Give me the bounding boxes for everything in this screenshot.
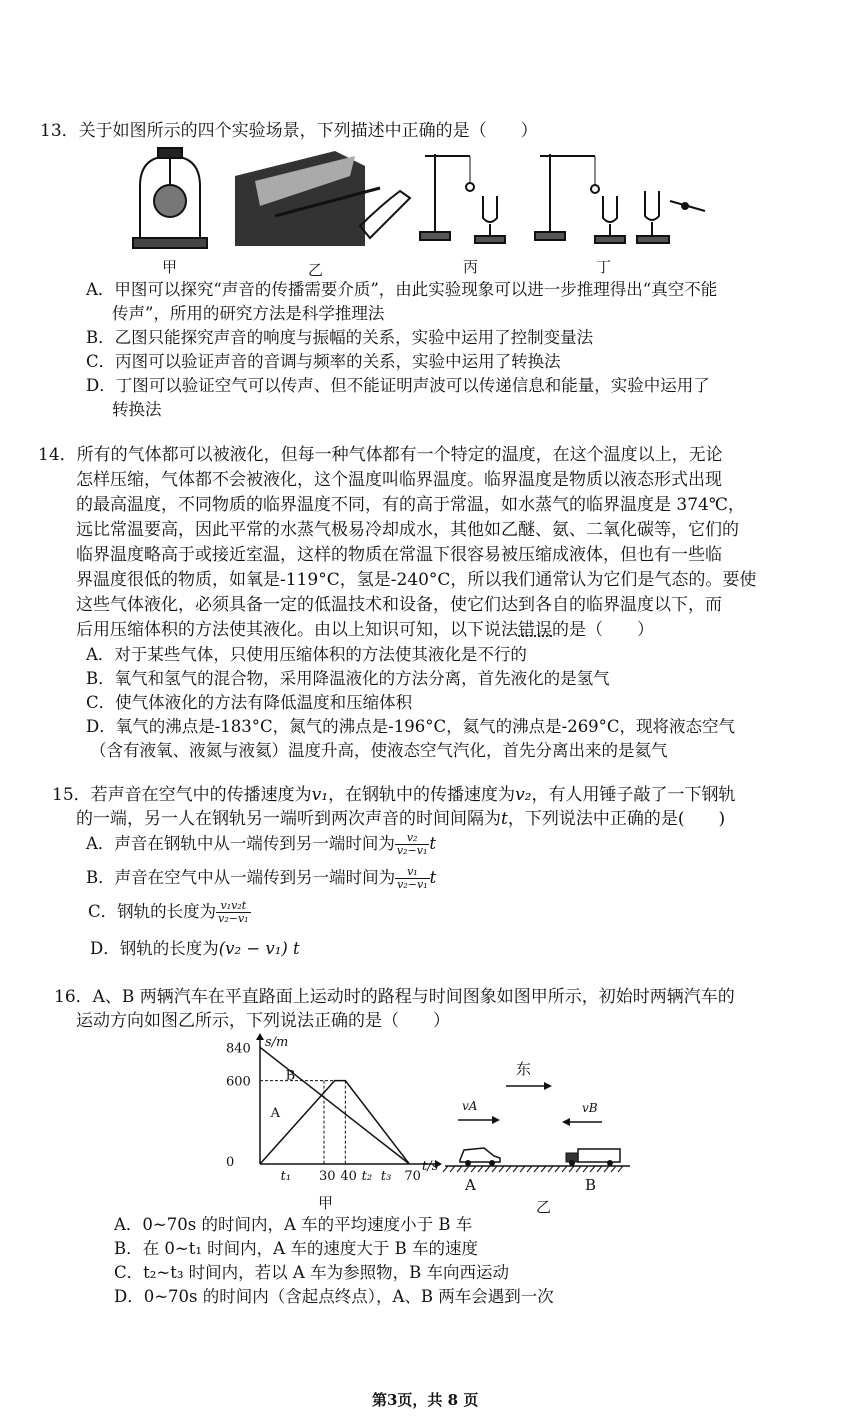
- series-A-label: A: [270, 1105, 281, 1121]
- q15-c-denominator: v₂−v₁: [218, 912, 249, 925]
- fig-label-jia-2: 甲: [318, 1194, 334, 1212]
- q15-line-1: [52, 783, 735, 807]
- q15-l1-text-a: 15．若声音在空气中的传播速度为: [52, 785, 312, 805]
- q16-option-d: D．0~70s 的时间内（含起点终点），A、B 两车会遇到一次: [114, 1287, 554, 1306]
- east-arrowhead: [544, 1082, 552, 1090]
- q14-line-1: 14．所有的气体都可以被液化，但每一种气体都有一个特定的温度，在这个温度以上，无论: [38, 445, 723, 465]
- q13-option-d-line2: 转换法: [112, 400, 162, 419]
- road-hatch-line: [492, 1166, 497, 1172]
- q15-a-text: A．声音在钢轨中从一端传到另一端时间为: [86, 834, 395, 853]
- q13-option-c: C．丙图可以验证声音的音调与频率的关系，实验中运用了转换法: [86, 352, 561, 371]
- q15-l1-text-c: ，在钢轨中的传播速度为: [328, 785, 516, 805]
- q15-v2: v₂: [515, 785, 532, 805]
- q15-b-t: t: [429, 868, 437, 887]
- y-axis-arrowhead: [256, 1033, 264, 1040]
- q14-line-4: 远比常温要高，因此平常的水蒸气极易冷却成水，其他如乙醚、氨、二氧化碳等，它们的: [76, 520, 739, 540]
- road-hatch-line: [569, 1166, 574, 1172]
- q15-a-t: t: [429, 834, 437, 853]
- q14-option-d-line1: D．氧气的沸点是-183°C，氮气的沸点是-196°C，氦气的沸点是-269°C，现将液态空气: [86, 717, 736, 736]
- car-a-icon: [460, 1148, 500, 1166]
- q15-b-numerator: v₁: [395, 866, 429, 879]
- va-arrowhead: [492, 1116, 500, 1124]
- road-hatch-line: [534, 1166, 539, 1172]
- fig-label-bing: 丙: [463, 258, 479, 276]
- road-hatch-line: [548, 1166, 553, 1172]
- x-tick-label: 70: [404, 1169, 421, 1184]
- series-A-line: [260, 1081, 409, 1164]
- road-hatch-line: [450, 1166, 455, 1172]
- q15-option-a: [86, 832, 436, 857]
- q16-line-1: 16．A、B 两辆汽车在平直路面上运动时的路程与时间图象如图甲所示，初始时两辆汽车的: [54, 987, 735, 1007]
- road-hatch-line: [443, 1166, 448, 1172]
- q15-c-numerator: v₁v₂t: [216, 900, 250, 913]
- q15-d-expression: (v₂ − v₁) t: [218, 939, 300, 958]
- q15-l2-text-c: ，下列说法中正确的是( ): [507, 809, 726, 829]
- x-tick-label: t₁: [280, 1169, 292, 1184]
- y-tick-label: 0: [226, 1155, 235, 1170]
- q16-option-a: A．0~70s 的时间内，A 车的平均速度小于 B 车: [114, 1215, 473, 1234]
- road-hatch-line: [478, 1166, 483, 1172]
- road-hatch-line: [541, 1166, 546, 1172]
- road-hatch-line: [590, 1166, 595, 1172]
- road-hatch-line: [506, 1166, 511, 1172]
- fig-label-yi-2: 乙: [536, 1198, 552, 1216]
- q14-line-8-pre: 后用压缩体积的方法使其液化。由以上知识可知，以下说法: [76, 620, 518, 640]
- ruler-table-figure: [235, 151, 410, 246]
- x-tick-label: 30: [319, 1169, 336, 1184]
- road-hatch-line: [471, 1166, 476, 1172]
- road-hatch-line: [604, 1166, 609, 1172]
- s-t-graph: [220, 1032, 450, 1192]
- q13-option-a-line2: 传声”，所用的研究方法是科学推理法: [112, 304, 385, 323]
- y-axis-label: s/m: [265, 1035, 289, 1050]
- q16-line-2: 运动方向如图乙所示，下列说法正确的是（ ）: [76, 1011, 450, 1031]
- road-hatch-line: [583, 1166, 588, 1172]
- q15-c-text: C．钢轨的长度为: [88, 902, 217, 921]
- q14-line-5: 临界温度略高于或接近室温，这样的物质在常温下很容易被压缩成液体，但也有一些临: [76, 545, 722, 565]
- q15-c-fraction: [216, 900, 250, 925]
- east-label: 东: [516, 1060, 532, 1078]
- road-hatch-line: [499, 1166, 504, 1172]
- x-tick-label: 40: [340, 1169, 357, 1184]
- q15-option-d: [90, 937, 300, 961]
- road-hatch-line: [618, 1166, 623, 1172]
- cars-diagram: [440, 1052, 640, 1182]
- series-B-line: [260, 1047, 409, 1164]
- q15-b-denominator: v₂−v₁: [397, 878, 428, 891]
- fig-label-jia: 甲: [162, 258, 178, 276]
- q15-l1-text-e: ，有人用锤子敲了一下钢轨: [531, 785, 736, 805]
- q14-option-b: B．氧气和氢气的混合物，采用降温液化的方法分离，首先液化的是氢气: [86, 669, 610, 688]
- q15-b-text: B．声音在空气中从一端传到另一端时间为: [86, 868, 396, 887]
- road-hatch-line: [513, 1166, 518, 1172]
- two-tuning-forks-figure: [535, 154, 705, 243]
- q14-option-a: A．对于某些气体，只使用压缩体积的方法使其液化是不行的: [86, 645, 527, 664]
- q14-line-6: 界温度很低的物质，如氧是-119°C，氢是-240°C，所以我们通常认为它们是气态的。要使: [76, 570, 757, 590]
- q16-option-c: C．t₂~t₃ 时间内，若以 A 车为参照物，B 车向西运动: [114, 1263, 509, 1282]
- x-axis-label: t/s: [422, 1159, 439, 1174]
- vb-label: vB: [582, 1101, 598, 1115]
- q15-b-fraction: [395, 866, 429, 891]
- q15-v1: v₁: [311, 785, 329, 805]
- fig-label-ding: 丁: [596, 258, 612, 276]
- q14-option-c: C．使气体液化的方法有降低温度和压缩体积: [86, 693, 413, 712]
- q15-l2-text-a: 的一端，另一人在钢轨另一端听到两次声音的时间间隔为: [76, 809, 501, 829]
- q13-option-d-line1: D．丁图可以验证空气可以传声、但不能证明声波可以传递信息和能量，实验中运用了: [86, 376, 710, 395]
- q14-line-2: 怎样压缩，气体都不会被液化，这个温度叫临界温度。临界温度是物质以液态形式出现: [76, 470, 722, 490]
- vb-arrowhead: [562, 1118, 570, 1126]
- road-hatch-line: [464, 1166, 469, 1172]
- q15-line-2: [76, 807, 725, 831]
- q14-line-8: [76, 618, 654, 642]
- road-hatch-line: [597, 1166, 602, 1172]
- y-tick-label: 600: [226, 1074, 251, 1090]
- road-hatch: [443, 1166, 623, 1172]
- x-tick-label: t₃: [380, 1169, 392, 1184]
- road-hatch-line: [520, 1166, 525, 1172]
- q14-line-3: 的最高温度，不同物质的临界温度不同，有的高于常温，如水蒸气的临界温度是 374℃，: [76, 495, 745, 515]
- q13-option-a-line1: A．甲图可以探究“声音的传播需要介质”，由此实验现象可以进一步推理得出“真空不能: [86, 280, 718, 299]
- road-hatch-line: [576, 1166, 581, 1172]
- q13-stem: 13．关于如图所示的四个实验场景，下列描述中正确的是（ ）: [40, 121, 538, 141]
- car-b-label: B: [585, 1176, 597, 1194]
- bell-jar-figure: [133, 148, 207, 248]
- road-hatch-line: [485, 1166, 490, 1172]
- x-tick-label: t₂: [361, 1169, 373, 1184]
- q16-option-b: B．在 0~t₁ 时间内，A 车的速度大于 B 车的速度: [114, 1239, 478, 1258]
- q14-option-d-line2: （含有液氧、液氮与液氦）温度升高，使液态空气汽化，首先分离出来的是氦气: [90, 741, 668, 760]
- q14-line-8-post: 的是（ ）: [552, 620, 654, 640]
- road-hatch-line: [527, 1166, 532, 1172]
- q15-a-numerator: v₂: [395, 832, 429, 845]
- road-hatch-line: [562, 1166, 567, 1172]
- q15-a-denominator: v₂−v₁: [396, 844, 428, 857]
- q15-option-c: [88, 900, 251, 925]
- va-label: vA: [462, 1099, 478, 1113]
- q14-emphasis-wrong: 错误: [518, 620, 552, 640]
- pendulum-tuning-fork-figure: [420, 154, 505, 243]
- y-tick-label: 840: [226, 1041, 251, 1057]
- q14-line-7: 这些气体液化，必须具备一定的低温技术和设备，使它们达到各自的临界温度以下，而: [76, 595, 722, 615]
- road-hatch-line: [457, 1166, 462, 1172]
- q15-a-fraction: [395, 832, 429, 857]
- q13-experiment-figures: [125, 146, 725, 258]
- road-hatch-line: [555, 1166, 560, 1172]
- road-hatch-line: [611, 1166, 616, 1172]
- q15-option-b: [86, 866, 436, 891]
- series-B-label: B: [285, 1068, 296, 1084]
- q15-d-text: D．钢轨的长度为: [90, 939, 219, 958]
- car-a-label: A: [465, 1176, 476, 1194]
- q13-option-b: B．乙图只能探究声音的响度与振幅的关系，实验中运用了控制变量法: [86, 328, 594, 347]
- q15-t: t: [501, 809, 508, 829]
- truck-b-icon: [566, 1149, 620, 1166]
- fig-label-yi: 乙: [308, 261, 324, 279]
- page-footer: 第3页，共 8 页: [372, 1391, 479, 1409]
